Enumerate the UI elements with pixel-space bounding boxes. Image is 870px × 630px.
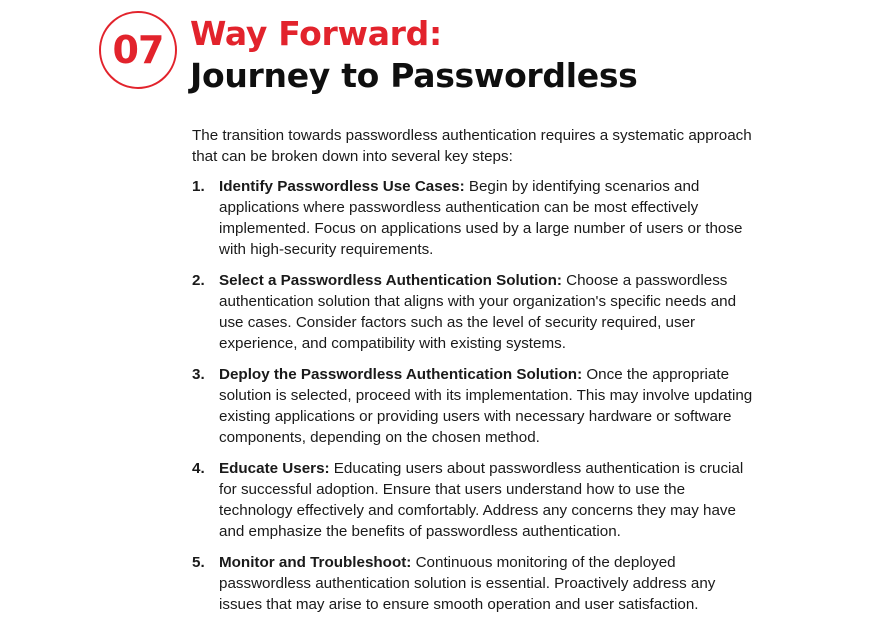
title-line-journey: Journey to Passwordless (190, 56, 638, 95)
step-text: Continuous monitoring of the deployed passwordless authentication solution is essential. Proactively address any issues that may arise to ensure smooth operation and user satisfaction. (219, 554, 716, 613)
list-item (192, 458, 762, 542)
step-body (219, 552, 762, 615)
step-number: 1. (192, 178, 205, 195)
step-title: Educate Users: (219, 460, 330, 477)
step-number: 3. (192, 366, 205, 383)
step-title: Identify Passwordless Use Cases: (219, 178, 465, 195)
list-item (192, 364, 762, 448)
steps-list (192, 176, 762, 615)
step-number: 2. (192, 272, 205, 289)
body-content (192, 125, 762, 625)
title-line-way-forward: Way Forward: (190, 14, 442, 53)
list-item (192, 552, 762, 615)
step-title: Monitor and Troubleshoot: (219, 554, 412, 571)
step-title: Select a Passwordless Authentication Solution: (219, 272, 562, 289)
step-text: Educating users about passwordless authentication is crucial for successful adoption. Ensure that users understand how to use the technology effectively and comfortably. Address any concerns they may have and emphasize the benefits of passwordless authentication. (219, 460, 744, 540)
step-body (219, 364, 762, 448)
page-title (190, 13, 638, 97)
list-item (192, 176, 762, 260)
list-item (192, 270, 762, 354)
step-number: 4. (192, 460, 205, 477)
step-title: Deploy the Passwordless Authentication Solution: (219, 366, 583, 383)
section-number-badge (99, 11, 177, 89)
step-body (219, 176, 762, 260)
step-number: 5. (192, 554, 205, 571)
step-text: Begin by identifying scenarios and applications where passwordless authentication can be most effectively implemented. Focus on applications used by a large number of users or those with high-security requirements. (219, 178, 743, 258)
step-text: Once the appropriate solution is selected, proceed with its implementation. This may involve updating existing applications or providing users with necessary hardware or software components, depending on the chosen method. (219, 366, 753, 446)
intro-paragraph: The transition towards passwordless authentication requires a systematic approach that can be broken down into several key steps: (192, 127, 752, 165)
step-text: Choose a passwordless authentication solution that aligns with your organization's specific needs and use cases. Consider factors such as the level of security required, user experience, and compatibility with existing systems. (219, 272, 737, 352)
step-body (219, 458, 762, 542)
section-number: 07 (112, 28, 164, 72)
step-body (219, 270, 762, 354)
